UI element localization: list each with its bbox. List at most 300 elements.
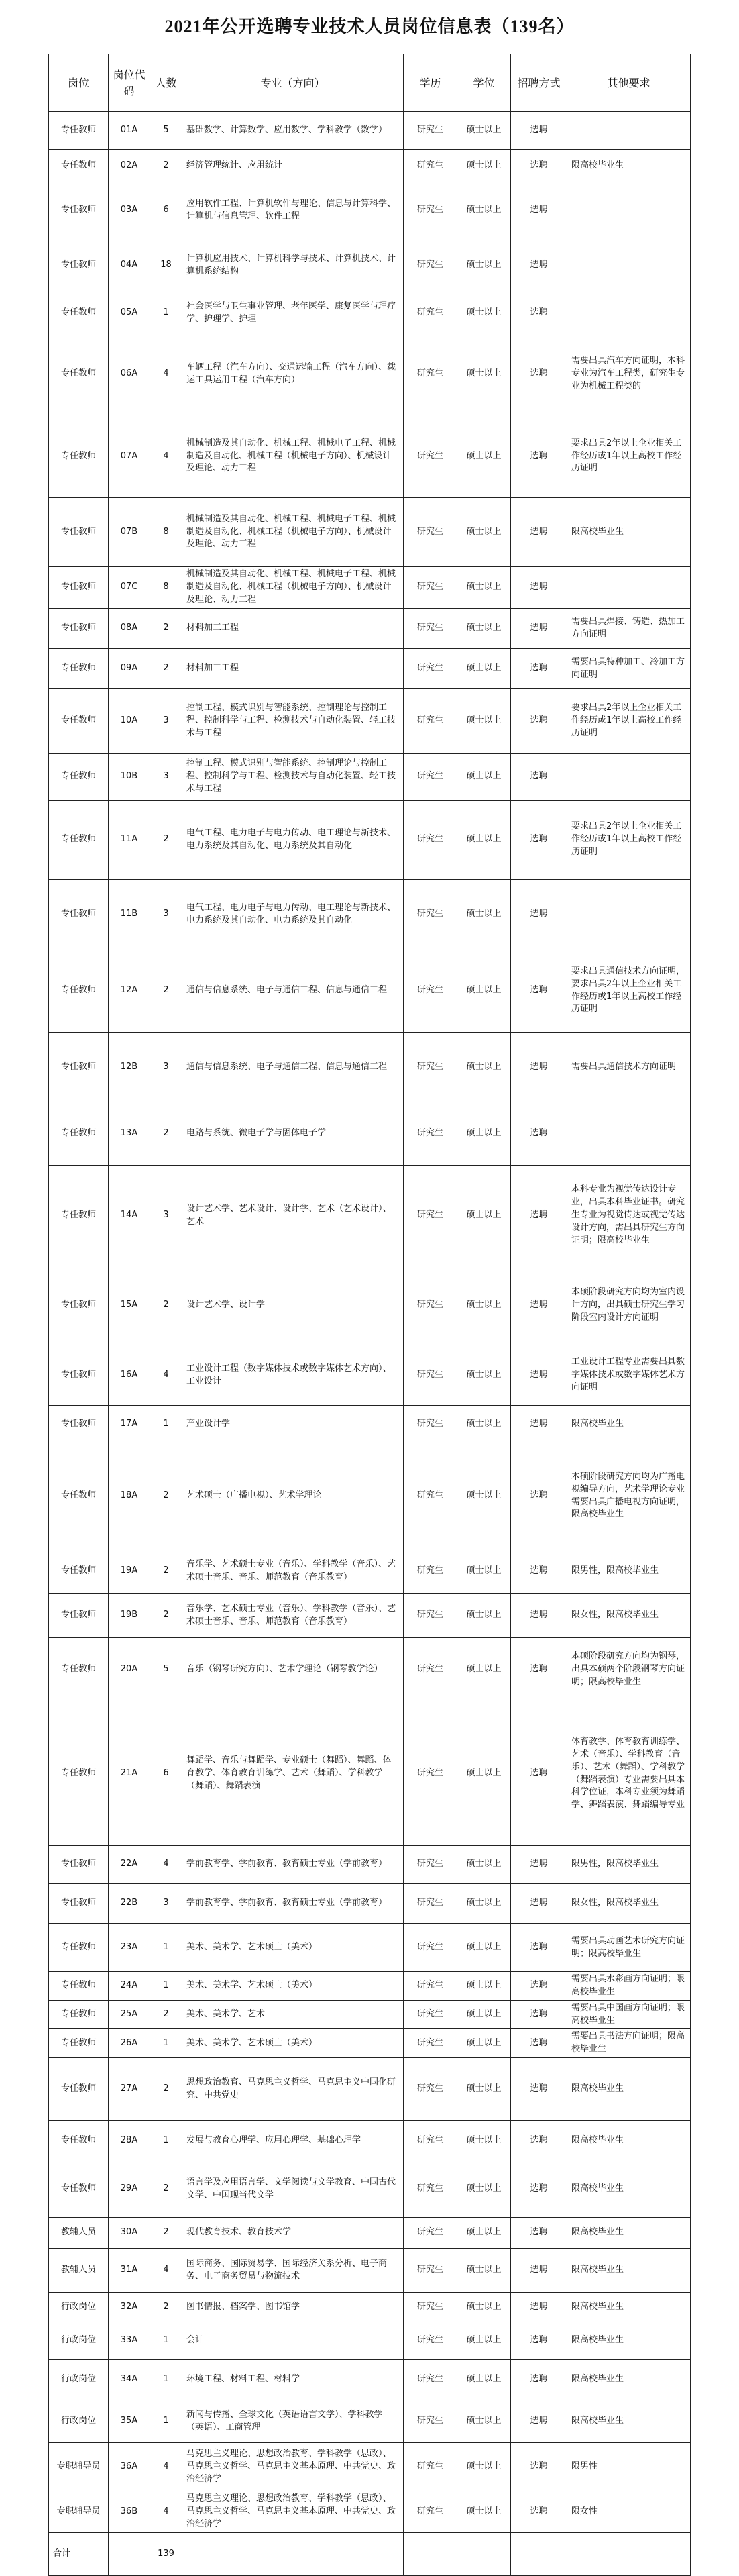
count-cell: 3 bbox=[150, 1884, 182, 1924]
other-cell: 需要出具动画艺术研究方向证明；限高校毕业生 bbox=[567, 1924, 691, 1972]
method-cell: 选聘 bbox=[511, 498, 567, 567]
method-cell: 选聘 bbox=[511, 2249, 567, 2293]
method-cell: 选聘 bbox=[511, 1549, 567, 1594]
post-cell: 专任教师 bbox=[49, 415, 109, 498]
education-cell: 研究生 bbox=[404, 238, 457, 293]
code-cell: 34A bbox=[109, 2360, 150, 2400]
post-cell: 专任教师 bbox=[49, 1266, 109, 1345]
degree-cell: 硕士以上 bbox=[457, 150, 511, 183]
table-row bbox=[49, 1443, 691, 1549]
count-cell: 2 bbox=[150, 1549, 182, 1594]
education-cell: 研究生 bbox=[404, 2491, 457, 2533]
major-cell: 语言学及应用语言学、文学阅读与文学教育、中国古代文学、中国现当代文学 bbox=[182, 2161, 404, 2218]
code-cell: 01A bbox=[109, 112, 150, 150]
method-cell: 选聘 bbox=[511, 1702, 567, 1846]
method-cell: 选聘 bbox=[511, 112, 567, 150]
count-cell: 2 bbox=[150, 609, 182, 649]
code-cell: 15A bbox=[109, 1266, 150, 1345]
total-empty-cell bbox=[182, 2533, 404, 2576]
table-row bbox=[49, 238, 691, 293]
post-cell: 行政岗位 bbox=[49, 2322, 109, 2360]
major-cell: 产业设计学 bbox=[182, 1406, 404, 1443]
degree-cell: 硕士以上 bbox=[457, 2443, 511, 2491]
education-cell: 研究生 bbox=[404, 1102, 457, 1166]
post-cell: 专任教师 bbox=[49, 1594, 109, 1638]
other-cell: 本科专业为视觉传达设计专业，出具本科毕业证书。研究生专业为视觉传达或视觉传达设计方向，需出具研究生方向证明；限高校毕业生 bbox=[567, 1166, 691, 1266]
other-cell: 限高校毕业生 bbox=[567, 1406, 691, 1443]
header-count: 人数 bbox=[150, 54, 182, 112]
major-cell: 设计艺术学、设计学 bbox=[182, 1266, 404, 1345]
code-cell: 02A bbox=[109, 150, 150, 183]
other-cell: 限男性，限高校毕业生 bbox=[567, 1549, 691, 1594]
table-row bbox=[49, 498, 691, 567]
other-cell bbox=[567, 112, 691, 150]
method-cell: 选聘 bbox=[511, 2293, 567, 2322]
degree-cell: 硕士以上 bbox=[457, 1884, 511, 1924]
degree-cell: 硕士以上 bbox=[457, 1638, 511, 1702]
degree-cell: 硕士以上 bbox=[457, 2400, 511, 2443]
table-row bbox=[49, 183, 691, 238]
education-cell: 研究生 bbox=[404, 2029, 457, 2058]
method-cell: 选聘 bbox=[511, 2400, 567, 2443]
education-cell: 研究生 bbox=[404, 2443, 457, 2491]
degree-cell: 硕士以上 bbox=[457, 1549, 511, 1594]
other-cell: 限高校毕业生 bbox=[567, 2360, 691, 2400]
major-cell: 新闻与传播、全球文化（英语语言文学）、学科教学（英语）、工商管理 bbox=[182, 2400, 404, 2443]
post-cell: 专任教师 bbox=[49, 880, 109, 949]
table-row bbox=[49, 1638, 691, 1702]
method-cell: 选聘 bbox=[511, 2322, 567, 2360]
header-code: 岗位代码 bbox=[109, 54, 150, 112]
total-empty-cell bbox=[567, 2533, 691, 2576]
other-cell: 要求出具通信技术方向证明，要求出具2年以上企业相关工作经历或1年以上高校工作经历证明 bbox=[567, 949, 691, 1033]
code-cell: 16A bbox=[109, 1345, 150, 1406]
table-row bbox=[49, 2218, 691, 2249]
code-cell: 11A bbox=[109, 801, 150, 880]
other-cell: 需要出具汽车方向证明，本科专业为汽车工程类，研究生专业为机械工程类的 bbox=[567, 333, 691, 415]
method-cell: 选聘 bbox=[511, 1638, 567, 1702]
education-cell: 研究生 bbox=[404, 1924, 457, 1972]
post-cell: 专任教师 bbox=[49, 949, 109, 1033]
post-cell: 专任教师 bbox=[49, 1924, 109, 1972]
education-cell: 研究生 bbox=[404, 150, 457, 183]
method-cell: 选聘 bbox=[511, 2000, 567, 2029]
count-cell: 4 bbox=[150, 415, 182, 498]
count-cell: 2 bbox=[150, 1443, 182, 1549]
header-other: 其他要求 bbox=[567, 54, 691, 112]
degree-cell: 硕士以上 bbox=[457, 1266, 511, 1345]
other-cell: 限女性 bbox=[567, 2491, 691, 2533]
count-cell: 8 bbox=[150, 567, 182, 609]
count-cell: 5 bbox=[150, 112, 182, 150]
education-cell: 研究生 bbox=[404, 2121, 457, 2161]
post-cell: 专任教师 bbox=[49, 1638, 109, 1702]
method-cell: 选聘 bbox=[511, 1972, 567, 2001]
table-row bbox=[49, 609, 691, 649]
major-cell: 马克思主义理论、思想政治教育、学科教学（思政）、马克思主义哲学、马克思主义基本原理、中共党史、政治经济学 bbox=[182, 2491, 404, 2533]
table-row bbox=[49, 1102, 691, 1166]
table-row bbox=[49, 1846, 691, 1884]
total-empty-cell bbox=[511, 2533, 567, 2576]
major-cell: 电气工程、电力电子与电力传动、电工理论与新技术、电力系统及其自动化、电力系统及其自动化 bbox=[182, 801, 404, 880]
post-cell: 行政岗位 bbox=[49, 2293, 109, 2322]
other-cell: 本硕阶段研究方向均为钢琴，出具本硕两个阶段钢琴方向证明；限高校毕业生 bbox=[567, 1638, 691, 1702]
major-cell: 设计艺术学、艺术设计、设计学、艺术（艺术设计）、艺术 bbox=[182, 1166, 404, 1266]
count-cell: 4 bbox=[150, 2491, 182, 2533]
degree-cell: 硕士以上 bbox=[457, 112, 511, 150]
other-cell: 限高校毕业生 bbox=[567, 2322, 691, 2360]
other-cell: 需要出具焊接、铸造、热加工方向证明 bbox=[567, 609, 691, 649]
code-cell: 14A bbox=[109, 1166, 150, 1266]
count-cell: 5 bbox=[150, 1638, 182, 1702]
education-cell: 研究生 bbox=[404, 498, 457, 567]
code-cell: 17A bbox=[109, 1406, 150, 1443]
code-cell: 03A bbox=[109, 183, 150, 238]
education-cell: 研究生 bbox=[404, 2249, 457, 2293]
method-cell: 选聘 bbox=[511, 2161, 567, 2218]
count-cell: 2 bbox=[150, 2218, 182, 2249]
degree-cell: 硕士以上 bbox=[457, 2491, 511, 2533]
code-cell: 11B bbox=[109, 880, 150, 949]
other-cell: 限高校毕业生 bbox=[567, 2161, 691, 2218]
code-cell: 24A bbox=[109, 1972, 150, 2001]
count-cell: 4 bbox=[150, 2249, 182, 2293]
table-row bbox=[49, 949, 691, 1033]
other-cell: 限高校毕业生 bbox=[567, 2121, 691, 2161]
education-cell: 研究生 bbox=[404, 112, 457, 150]
post-cell: 教辅人员 bbox=[49, 2218, 109, 2249]
post-cell: 专任教师 bbox=[49, 689, 109, 754]
code-cell: 21A bbox=[109, 1702, 150, 1846]
count-cell: 8 bbox=[150, 498, 182, 567]
degree-cell: 硕士以上 bbox=[457, 801, 511, 880]
method-cell: 选聘 bbox=[511, 2029, 567, 2058]
education-cell: 研究生 bbox=[404, 609, 457, 649]
method-cell: 选聘 bbox=[511, 949, 567, 1033]
method-cell: 选聘 bbox=[511, 2218, 567, 2249]
other-cell: 体育教学、体育教育训练学、艺术（音乐）、学科教育（音乐）、艺术（舞蹈）、学科教学（舞蹈表演）专业需要出具本科学位证，本科专业须为舞蹈学、舞蹈表演、舞蹈编导专业 bbox=[567, 1702, 691, 1846]
other-cell bbox=[567, 1102, 691, 1166]
education-cell: 研究生 bbox=[404, 2218, 457, 2249]
method-cell: 选聘 bbox=[511, 150, 567, 183]
degree-cell: 硕士以上 bbox=[457, 2000, 511, 2029]
education-cell: 研究生 bbox=[404, 649, 457, 689]
table-row bbox=[49, 1406, 691, 1443]
major-cell: 通信与信息系统、电子与通信工程、信息与通信工程 bbox=[182, 1033, 404, 1102]
major-cell: 发展与教育心理学、应用心理学、基础心理学 bbox=[182, 2121, 404, 2161]
education-cell: 研究生 bbox=[404, 949, 457, 1033]
count-cell: 2 bbox=[150, 2293, 182, 2322]
post-cell: 专任教师 bbox=[49, 1102, 109, 1166]
other-cell: 需要出具书法方向证明；限高校毕业生 bbox=[567, 2029, 691, 2058]
table-row bbox=[49, 754, 691, 801]
education-cell: 研究生 bbox=[404, 1846, 457, 1884]
code-cell: 18A bbox=[109, 1443, 150, 1549]
other-cell: 限高校毕业生 bbox=[567, 150, 691, 183]
post-cell: 专任教师 bbox=[49, 1033, 109, 1102]
count-cell: 1 bbox=[150, 1924, 182, 1972]
table-row bbox=[49, 2000, 691, 2029]
other-cell: 限女性，限高校毕业生 bbox=[567, 1884, 691, 1924]
count-cell: 1 bbox=[150, 2400, 182, 2443]
count-cell: 1 bbox=[150, 2360, 182, 2400]
major-cell: 艺术硕士（广播电视）、艺术学理论 bbox=[182, 1443, 404, 1549]
major-cell: 社会医学与卫生事业管理、老年医学、康复医学与理疗学、护理学、护理 bbox=[182, 293, 404, 333]
table-row bbox=[49, 801, 691, 880]
table-row bbox=[49, 2360, 691, 2400]
method-cell: 选聘 bbox=[511, 238, 567, 293]
total-count: 139 bbox=[150, 2533, 182, 2576]
table-row bbox=[49, 1702, 691, 1846]
table-row bbox=[49, 1594, 691, 1638]
code-cell: 36A bbox=[109, 2443, 150, 2491]
count-cell: 3 bbox=[150, 880, 182, 949]
major-cell: 国际商务、国际贸易学、国际经济关系分析、电子商务、电子商务贸易与物流技术 bbox=[182, 2249, 404, 2293]
total-empty-cell bbox=[404, 2533, 457, 2576]
count-cell: 3 bbox=[150, 1033, 182, 1102]
post-cell: 专任教师 bbox=[49, 1166, 109, 1266]
degree-cell: 硕士以上 bbox=[457, 2218, 511, 2249]
count-cell: 3 bbox=[150, 1166, 182, 1266]
degree-cell: 硕士以上 bbox=[457, 649, 511, 689]
education-cell: 研究生 bbox=[404, 1702, 457, 1846]
post-cell: 专任教师 bbox=[49, 1406, 109, 1443]
major-cell: 现代教育技术、教育技术学 bbox=[182, 2218, 404, 2249]
table-row bbox=[49, 2293, 691, 2322]
code-cell: 28A bbox=[109, 2121, 150, 2161]
count-cell: 4 bbox=[150, 1846, 182, 1884]
table-row bbox=[49, 1549, 691, 1594]
method-cell: 选聘 bbox=[511, 1884, 567, 1924]
degree-cell: 硕士以上 bbox=[457, 293, 511, 333]
degree-cell: 硕士以上 bbox=[457, 567, 511, 609]
education-cell: 研究生 bbox=[404, 801, 457, 880]
other-cell: 限高校毕业生 bbox=[567, 2058, 691, 2121]
education-cell: 研究生 bbox=[404, 1443, 457, 1549]
method-cell: 选聘 bbox=[511, 1924, 567, 1972]
degree-cell: 硕士以上 bbox=[457, 2121, 511, 2161]
other-cell: 限高校毕业生 bbox=[567, 2249, 691, 2293]
count-cell: 1 bbox=[150, 293, 182, 333]
other-cell: 需要出具水彩画方向证明；限高校毕业生 bbox=[567, 1972, 691, 2001]
degree-cell: 硕士以上 bbox=[457, 2322, 511, 2360]
degree-cell: 硕士以上 bbox=[457, 2029, 511, 2058]
degree-cell: 硕士以上 bbox=[457, 1166, 511, 1266]
post-cell: 专任教师 bbox=[49, 112, 109, 150]
table-row bbox=[49, 293, 691, 333]
degree-cell: 硕士以上 bbox=[457, 1594, 511, 1638]
post-cell: 专任教师 bbox=[49, 567, 109, 609]
education-cell: 研究生 bbox=[404, 1972, 457, 2001]
education-cell: 研究生 bbox=[404, 2000, 457, 2029]
degree-cell: 硕士以上 bbox=[457, 880, 511, 949]
major-cell: 计算机应用技术、计算机科学与技术、计算机技术、计算机系统结构 bbox=[182, 238, 404, 293]
method-cell: 选聘 bbox=[511, 2058, 567, 2121]
method-cell: 选聘 bbox=[511, 1166, 567, 1266]
method-cell: 选聘 bbox=[511, 1266, 567, 1345]
total-empty-cell bbox=[457, 2533, 511, 2576]
post-cell: 行政岗位 bbox=[49, 2360, 109, 2400]
education-cell: 研究生 bbox=[404, 415, 457, 498]
degree-cell: 硕士以上 bbox=[457, 183, 511, 238]
education-cell: 研究生 bbox=[404, 2058, 457, 2121]
method-cell: 选聘 bbox=[511, 649, 567, 689]
education-cell: 研究生 bbox=[404, 880, 457, 949]
table-row bbox=[49, 2491, 691, 2533]
method-cell: 选聘 bbox=[511, 1594, 567, 1638]
count-cell: 4 bbox=[150, 2443, 182, 2491]
degree-cell: 硕士以上 bbox=[457, 2058, 511, 2121]
count-cell: 2 bbox=[150, 1594, 182, 1638]
major-cell: 电路与系统、微电子学与固体电子学 bbox=[182, 1102, 404, 1166]
code-cell: 10A bbox=[109, 689, 150, 754]
table-row bbox=[49, 2029, 691, 2058]
post-cell: 专任教师 bbox=[49, 1702, 109, 1846]
method-cell: 选聘 bbox=[511, 1846, 567, 1884]
post-cell: 专任教师 bbox=[49, 2029, 109, 2058]
code-cell: 19A bbox=[109, 1549, 150, 1594]
degree-cell: 硕士以上 bbox=[457, 333, 511, 415]
code-cell: 29A bbox=[109, 2161, 150, 2218]
table-row bbox=[49, 2443, 691, 2491]
degree-cell: 硕士以上 bbox=[457, 1102, 511, 1166]
major-cell: 学前教育学、学前教育、教育硕士专业（学前教育） bbox=[182, 1846, 404, 1884]
major-cell: 会计 bbox=[182, 2322, 404, 2360]
count-cell: 2 bbox=[150, 2000, 182, 2029]
education-cell: 研究生 bbox=[404, 2322, 457, 2360]
other-cell: 需要出具特种加工、冷加工方向证明 bbox=[567, 649, 691, 689]
method-cell: 选聘 bbox=[511, 1345, 567, 1406]
code-cell: 22B bbox=[109, 1884, 150, 1924]
post-cell: 专任教师 bbox=[49, 2000, 109, 2029]
method-cell: 选聘 bbox=[511, 880, 567, 949]
education-cell: 研究生 bbox=[404, 2400, 457, 2443]
education-cell: 研究生 bbox=[404, 2293, 457, 2322]
major-cell: 美术、美术学、艺术硕士（美术） bbox=[182, 1972, 404, 2001]
table-row bbox=[49, 2121, 691, 2161]
count-cell: 4 bbox=[150, 333, 182, 415]
major-cell: 美术、美术学、艺术 bbox=[182, 2000, 404, 2029]
table-row bbox=[49, 1345, 691, 1406]
education-cell: 研究生 bbox=[404, 1884, 457, 1924]
table-row bbox=[49, 880, 691, 949]
header-post: 岗位 bbox=[49, 54, 109, 112]
table-row bbox=[49, 112, 691, 150]
degree-cell: 硕士以上 bbox=[457, 1406, 511, 1443]
degree-cell: 硕士以上 bbox=[457, 2360, 511, 2400]
other-cell bbox=[567, 238, 691, 293]
post-cell: 专任教师 bbox=[49, 150, 109, 183]
degree-cell: 硕士以上 bbox=[457, 1846, 511, 1884]
degree-cell: 硕士以上 bbox=[457, 1972, 511, 2001]
education-cell: 研究生 bbox=[404, 1033, 457, 1102]
post-cell: 专任教师 bbox=[49, 1549, 109, 1594]
count-cell: 1 bbox=[150, 2322, 182, 2360]
post-cell: 专任教师 bbox=[49, 333, 109, 415]
table-row bbox=[49, 2322, 691, 2360]
degree-cell: 硕士以上 bbox=[457, 2249, 511, 2293]
table-row bbox=[49, 567, 691, 609]
degree-cell: 硕士以上 bbox=[457, 238, 511, 293]
table-row bbox=[49, 1033, 691, 1102]
method-cell: 选聘 bbox=[511, 689, 567, 754]
table-row bbox=[49, 2058, 691, 2121]
method-cell: 选聘 bbox=[511, 1406, 567, 1443]
education-cell: 研究生 bbox=[404, 333, 457, 415]
education-cell: 研究生 bbox=[404, 754, 457, 801]
major-cell: 机械制造及其自动化、机械工程、机械电子工程、机械制造及自动化、机械工程（机械电子方向）、机械设计及理论、动力工程 bbox=[182, 415, 404, 498]
count-cell: 18 bbox=[150, 238, 182, 293]
count-cell: 2 bbox=[150, 150, 182, 183]
major-cell: 材料加工工程 bbox=[182, 609, 404, 649]
major-cell: 工业设计工程（数字媒体技术或数字媒体艺术方向）、工业设计 bbox=[182, 1345, 404, 1406]
other-cell: 限高校毕业生 bbox=[567, 2293, 691, 2322]
major-cell: 音乐学、艺术硕士专业（音乐）、学科教学（音乐）、艺术硕士音乐、音乐、师范教育（音乐教育） bbox=[182, 1594, 404, 1638]
education-cell: 研究生 bbox=[404, 689, 457, 754]
count-cell: 1 bbox=[150, 2029, 182, 2058]
major-cell: 舞蹈学、音乐与舞蹈学、专业硕士（舞蹈）、舞蹈、体育教学、体育教育训练学、艺术（舞蹈）、学科教学（舞蹈）、舞蹈表演 bbox=[182, 1702, 404, 1846]
other-cell bbox=[567, 183, 691, 238]
major-cell: 车辆工程（汽车方向）、交通运输工程（汽车方向）、载运工具运用工程（汽车方向） bbox=[182, 333, 404, 415]
other-cell: 要求出具2年以上企业相关工作经历或1年以上高校工作经历证明 bbox=[567, 689, 691, 754]
code-cell: 33A bbox=[109, 2322, 150, 2360]
code-cell: 12A bbox=[109, 949, 150, 1033]
post-cell: 专任教师 bbox=[49, 1846, 109, 1884]
code-cell: 12B bbox=[109, 1033, 150, 1102]
education-cell: 研究生 bbox=[404, 293, 457, 333]
code-cell: 22A bbox=[109, 1846, 150, 1884]
education-cell: 研究生 bbox=[404, 1345, 457, 1406]
code-cell: 10B bbox=[109, 754, 150, 801]
other-cell: 限男性 bbox=[567, 2443, 691, 2491]
method-cell: 选聘 bbox=[511, 2443, 567, 2491]
other-cell: 限高校毕业生 bbox=[567, 2400, 691, 2443]
major-cell: 基础数学、计算数学、应用数学、学科教学（数学） bbox=[182, 112, 404, 150]
degree-cell: 硕士以上 bbox=[457, 2293, 511, 2322]
total-row bbox=[49, 2533, 691, 2576]
degree-cell: 硕士以上 bbox=[457, 415, 511, 498]
code-cell: 09A bbox=[109, 649, 150, 689]
post-cell: 专任教师 bbox=[49, 649, 109, 689]
code-cell: 25A bbox=[109, 2000, 150, 2029]
method-cell: 选聘 bbox=[511, 801, 567, 880]
other-cell bbox=[567, 880, 691, 949]
post-cell: 专任教师 bbox=[49, 1884, 109, 1924]
degree-cell: 硕士以上 bbox=[457, 949, 511, 1033]
method-cell: 选聘 bbox=[511, 1033, 567, 1102]
code-cell: 07A bbox=[109, 415, 150, 498]
code-cell: 05A bbox=[109, 293, 150, 333]
other-cell bbox=[567, 293, 691, 333]
degree-cell: 硕士以上 bbox=[457, 689, 511, 754]
method-cell: 选聘 bbox=[511, 754, 567, 801]
header-education: 学历 bbox=[404, 54, 457, 112]
post-cell: 专任教师 bbox=[49, 498, 109, 567]
table-row bbox=[49, 1166, 691, 1266]
education-cell: 研究生 bbox=[404, 1594, 457, 1638]
code-cell: 04A bbox=[109, 238, 150, 293]
table-row bbox=[49, 415, 691, 498]
method-cell: 选聘 bbox=[511, 609, 567, 649]
post-cell: 专职辅导员 bbox=[49, 2443, 109, 2491]
other-cell bbox=[567, 567, 691, 609]
major-cell: 环境工程、材料工程、材料学 bbox=[182, 2360, 404, 2400]
method-cell: 选聘 bbox=[511, 2491, 567, 2533]
code-cell: 06A bbox=[109, 333, 150, 415]
total-label: 合计 bbox=[49, 2533, 109, 2576]
code-cell: 19B bbox=[109, 1594, 150, 1638]
education-cell: 研究生 bbox=[404, 1166, 457, 1266]
